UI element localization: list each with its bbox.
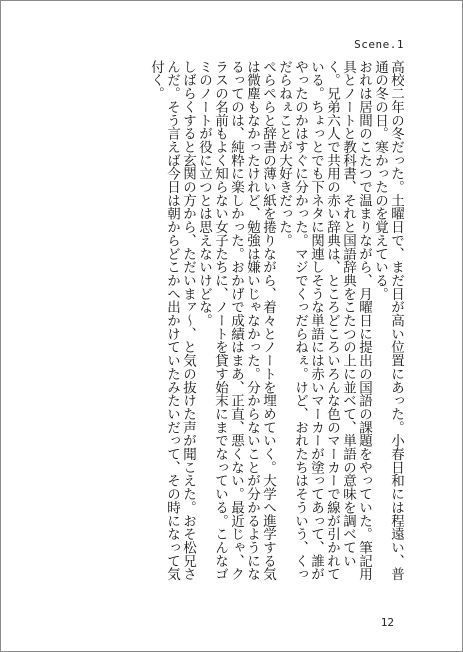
paragraph: しばらくすると玄関の方から、ただいまァ〜、と気の抜けた声が聞こえた。おそ松兄さんだ。そう言えば今日は朝からどこかへ出かけていたみたいだって、その時になって気付く。 [148,60,196,581]
paragraph: 高校二年の冬だった。土曜日で、まだ日が高い位置にあった。小春日和には程遠い、普通の冬の日。寒かったのを覚えている。 [372,60,404,581]
paragraph: ぺらぺらと辞書の薄い紙を捲りながら、着々とノートを埋めていく。大学へ進学する気は微塵もなかったけれど、勉強は嫌いじゃなかった。分からないことが分かるようになるってのは、純粋に楽しかった。おかげで成績はまあ、正直、悪くない。最近じゃ、クラスの名前もよく知らない女子たちに、ノートを貸す始末にまでなっている。こんなゴミのノートが役に立つとは思えないけどな。 [196,60,276,581]
page-number: 12 [380,616,394,629]
running-title: Scene.1 [354,38,404,51]
body-text [48,60,404,588]
paragraph: おれは居間のこたつで温まりながら、月曜日に提出の国語の課題をやっていた。筆記用具とノートと教科書、それと国語辞典をこたつの上に並べて、単語の意味を調べていく。兄弟六人で共用の赤い辞典は、ところどころいろんな色のマーカーで線が引かれている。ちょっとでも下ネタに関連しそうな単語には赤いマーカーが塗ってあって、誰がやったのかはすぐに分かった。マジでくっだらねぇ。けど、おれたちはそういう、くっだらねぇことが大好きだった。 [276,60,372,581]
